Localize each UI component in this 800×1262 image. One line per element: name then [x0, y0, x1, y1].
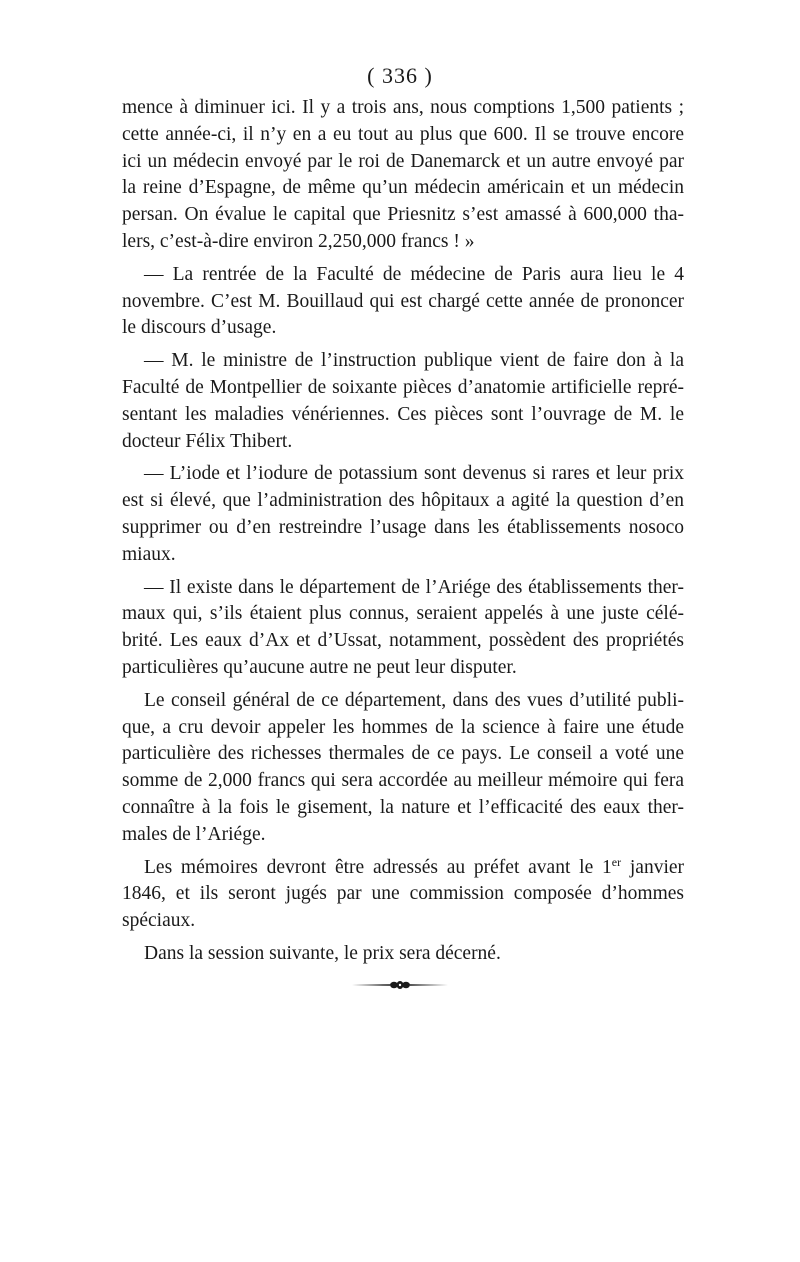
text-line: brité. Les eaux d’Ax et d’Ussat, notamment, possèdent des propriétés: [122, 630, 684, 652]
text-line-start: Les mémoires devront être adressés au préfet avant le 1: [144, 856, 612, 878]
text-line: spéciaux.: [122, 910, 196, 932]
paragraph: [122, 575, 684, 682]
text-line: persan. On évalue le capital que Priesnitz s’est amassé à 600,000 tha-: [122, 204, 684, 226]
text-line: connaître à la fois le gisement, la nature et l’efficacité des eaux ther-: [122, 796, 684, 818]
text-line: particulières qu’aucune autre ne peut leur disputer.: [122, 656, 517, 678]
text-line: le discours d’usage.: [122, 317, 277, 339]
text-line: males de l’Ariége.: [122, 823, 266, 845]
text-line: supprimer ou d’en restreindre l’usage dans les établissements nosoco: [122, 516, 684, 538]
paragraph: [122, 855, 684, 935]
text-line: sentant les maladies vénériennes. Ces pièces sont l’ouvrage de M. le: [122, 403, 684, 425]
text-line: la reine d’Espagne, de même qu’un médecin américain et un médecin: [122, 177, 684, 199]
text-line: lers, c’est-à-dire environ 2,250,000 francs ! »: [122, 230, 475, 252]
paragraph: [122, 461, 684, 568]
text-line: cette année-ci, il n’y en a eu tout au plus que 600. Il se trouve encore: [122, 123, 684, 145]
text-line: — Il existe dans le département de l’Ariége des établissements ther-: [144, 576, 684, 598]
text-line: — La rentrée de la Faculté de médecine de Paris aura lieu le 4: [144, 263, 684, 285]
text-line: ici un médecin envoyé par le roi de Danemarck et un autre envoyé par: [122, 150, 684, 172]
text-line: maux qui, s’ils étaient plus connus, seraient appelés à une juste célé-: [122, 603, 684, 625]
text-line: [122, 855, 684, 882]
text-line: docteur Félix Thibert.: [122, 430, 293, 452]
paragraph: [122, 348, 684, 455]
text-line: particulière des richesses thermales de ce pays. Le conseil a voté une: [122, 743, 684, 765]
article-body: [122, 95, 684, 968]
text-line: novembre. C’est M. Bouillaud qui est chargé cette année de prononcer: [122, 290, 684, 312]
text-line: mence à diminuer ici. Il y a trois ans, nous comptions 1,500 patients ;: [122, 97, 684, 118]
text-line: miaux.: [122, 543, 176, 565]
paragraph: [122, 688, 684, 849]
text-line: que, a cru devoir appeler les hommes de la science à faire une étude: [122, 716, 684, 738]
text-line: Dans la session suivante, le prix sera décerné.: [144, 942, 501, 964]
text-line: est si élevé, que l’administration des hôpitaux a agité la question d’en: [122, 490, 684, 512]
text-line: Faculté de Montpellier de soixante pièces d’anatomie artificielle repré-: [122, 376, 684, 398]
text-line: 1846, et ils seront jugés par une commission composée d’hommes: [122, 883, 684, 905]
text-line-end: janvier: [621, 856, 685, 878]
paragraph: [122, 941, 684, 968]
paragraph: [122, 262, 684, 342]
text-line: — L’iode et l’iodure de potassium sont devenus si rares et leur prix: [144, 463, 684, 485]
text-line: — M. le ministre de l’instruction publique vient de faire don à la: [144, 350, 684, 372]
paragraph: [122, 95, 684, 256]
page-number: ( 336 ): [367, 63, 433, 88]
text-line: Le conseil général de ce département, dans des vues d’utilité publi-: [144, 689, 684, 711]
text-line: somme de 2,000 francs qui sera accordée au meilleur mémoire qui fera: [122, 770, 684, 792]
tailpiece-ornament-icon: [350, 978, 450, 992]
ordinal-superscript: er: [611, 854, 622, 869]
